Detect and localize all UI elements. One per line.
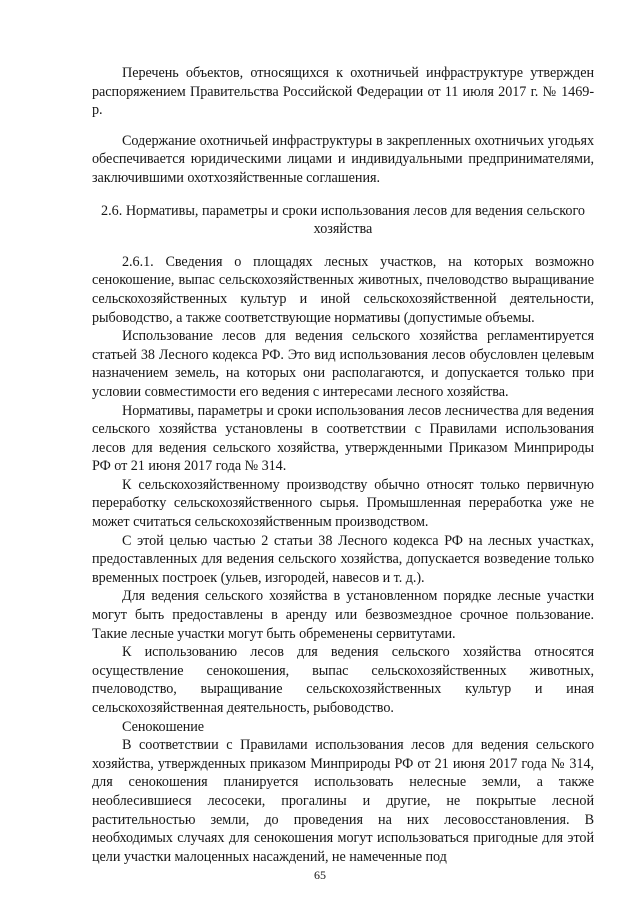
paragraph-forest-use-regulation: Использование лесов для ведения сельского хозяйства регламентируется статьей 38 Лесного кодекса РФ. Это вид использования лесов обусловлен целевым назначением земель, на которых они располагаются, и допускается только при условии совместимости его ведения с интересами лесного хозяйства. xyxy=(92,328,594,400)
page-number: 65 xyxy=(314,868,326,882)
page-content xyxy=(92,64,594,866)
paragraph-types-of-use: К использованию лесов для ведения сельского хозяйства относятся осуществление сенокошения, выпас сельскохозяйственных животных, пчеловодство, выращивание сельскохозяйственных культур и иная сельскохозяйственная деятельность, рыбоводство. xyxy=(92,644,594,716)
subheading-haymaking: Сенокошение xyxy=(122,718,205,735)
paragraph-2-6-1: 2.6.1. Сведения о площадях лесных участков, на которых возможно сенокошение, выпас сельскохозяйственных животных, пчеловодство выращивание сельскохозяйственных культур и иной сельскохозяйственной деятельности, рыбоводство, а также соответствующие нормативы (допустимые объемы. xyxy=(92,253,594,326)
paragraph-norms-parameters: Нормативы, параметры и сроки использования лесов лесничества для ведения сельского хозяйства установлены в соответствии с Правилами использования лесов для ведения сельского хозяйства, утвержденными Приказом Минприроды РФ от 21 июня 2017 года № 314. xyxy=(92,402,594,475)
paragraph-hunting-infrastructure-list: Перечень объектов, относящихся к охотничьей инфраструктуре утвержден распоряжением Правительства Российской Федерации от 11 июля 2017 г. № 1469-р. xyxy=(92,65,594,119)
section-heading: 2.6. Нормативы, параметры и сроки использования лесов для ведения сельского хозяйства xyxy=(100,202,586,238)
paragraph-hunting-infrastructure-maintenance: Содержание охотничьей инфраструктуры в закрепленных охотничьих угодьях обеспечивается юридическими лицами и индивидуальными предпринимателями, заключившими охотхозяйственные соглашения. xyxy=(92,132,594,186)
paragraph-agricultural-production: К сельскохозяйственному производству обычно относят только первичную переработку сельскохозяйственного сырья. Промышленная переработка уже не может считаться сельскохозяйственным производством. xyxy=(92,476,594,531)
paragraph-haymaking-rules: В соответствии с Правилами использования лесов для ведения сельского хозяйства, утвержденных приказом Минприроды РФ от 21 июня 2017 года № 314, для сенокошения планируется использовать нелесные земли, а также необлесившиеся лесосеки, прогалины и другие, не покрытые лесной растительностью земли, до проведения на них лесовосстановления. В необходимых случаях для сенокошения могут использоваться пригодные для этой цели участки малоценных насаждений, не намеченные под xyxy=(92,737,594,865)
paragraph-lease-servitudes: Для ведения сельского хозяйства в установленном порядке лесные участки могут быть предоставлены в аренду или безвозмездное срочное пользование. Такие лесные участки могут быть обременены сервитутами. xyxy=(92,588,594,642)
paragraph-temporary-structures: С этой целью частью 2 статьи 38 Лесного кодекса РФ на лесных участках, предоставленных для ведения сельского хозяйства, допускается возведение только временных построек (ульев, изгородей, навесов и т. д.). xyxy=(92,532,594,586)
